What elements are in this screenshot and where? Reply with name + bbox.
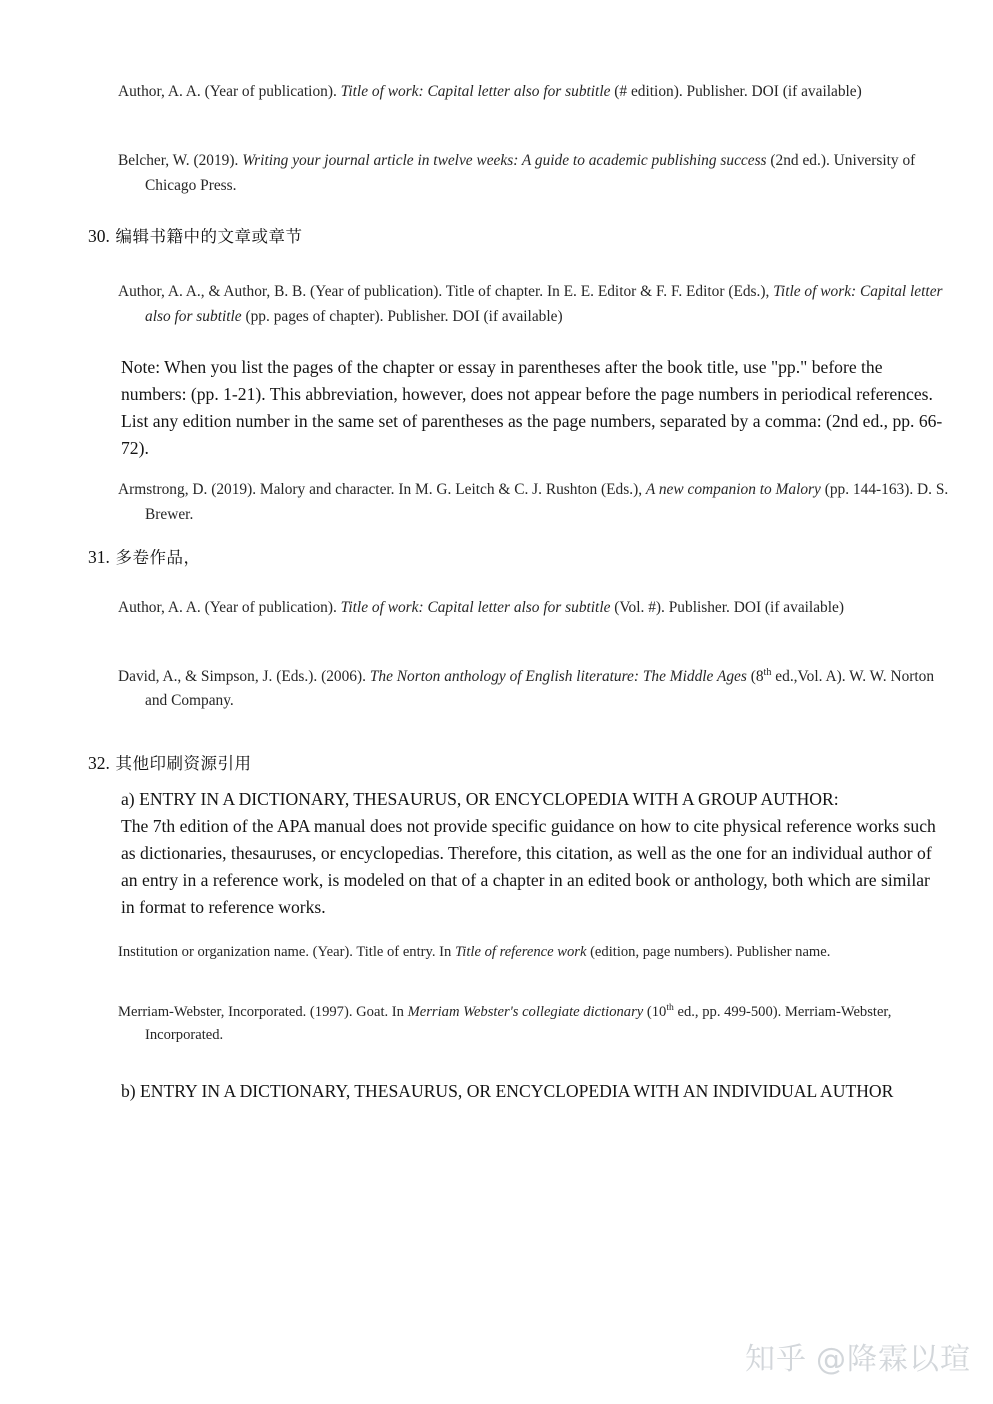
chapter-reference-example: Armstrong, D. (2019). Malory and character. In M. G. Leitch & C. J. Rushton (Eds.), A new companion to Malory (pp. 144-163). D. S. Brewer. <box>118 481 949 524</box>
spacer <box>0 714 993 750</box>
section-heading-30 <box>0 223 993 250</box>
section-number-31: 31. <box>88 547 110 568</box>
zhihu-username: @降霖以瑄 <box>816 1342 971 1377</box>
chapter-reference-template: Author, A. A., & Author, B. B. (Year of publication). Title of chapter. In E. E. Editor & F. F. Editor (Eds.), Title of work: Capital letter also for subtitle (pp. pages of chapter). Publisher. DOI (if available) <box>118 283 943 326</box>
zhihu-brand-label: 知乎 <box>745 1342 807 1377</box>
book-reference-template: Author, A. A. (Year of publication). Title of work: Capital letter also for subtitle (# edition). Publisher. DOI (if available) <box>118 83 862 100</box>
spacer <box>0 330 993 354</box>
chapter-pages-note: Note: When you list the pages of the chapter or essay in parentheses after the book title, use "pp." before the numbers: (pp. 1-21). This abbreviation, however, does not appear before the page numbers in periodical references. List any edition number in the same set of parentheses as the page numbers, separated by a comma: (2nd ed., pp. 66-72). <box>121 357 943 459</box>
section-heading-31 <box>0 544 993 571</box>
spacer <box>0 921 993 941</box>
multivolume-reference-template: Author, A. A. (Year of publication). Title of work: Capital letter also for subtitle (Vol. #). Publisher. DOI (if available) <box>118 598 844 616</box>
spacer <box>0 105 993 149</box>
spacer <box>0 250 993 280</box>
spacer <box>0 778 993 786</box>
entry-a-heading: a) ENTRY IN A DICTIONARY, THESAURUS, OR ENCYCLOPEDIA WITH A GROUP AUTHOR: <box>121 788 839 809</box>
entry-a-body: The 7th edition of the APA manual does not provide specific guidance on how to cite physical reference works such as dictionaries, thesauruses, or encyclopedias. Therefore, this citation, as well as the one for an individual author of an entry in a reference work, is modeled on that of a chapter in an edited book or anthology, both which are similar in format to reference works. <box>121 815 936 918</box>
section-number-32: 32. <box>88 753 110 774</box>
dictionary-reference-example: Merriam-Webster, Incorporated. (1997). Goat. In Merriam Webster's collegiate dictionary (10th ed., pp. 499-500). Merriam-Webster, Incorporated. <box>118 1001 892 1044</box>
section-number-30: 30. <box>88 225 110 246</box>
spacer <box>0 528 993 544</box>
dictionary-reference-template: Institution or organization name. (Year). Title of entry. In Title of reference work (edition, page numbers). Publisher name. <box>118 944 831 961</box>
section-heading-32 <box>0 750 993 777</box>
spacer <box>0 1048 993 1078</box>
multivolume-reference-example: David, A., & Simpson, J. (Eds.). (2006). The Norton anthology of English literature: The Middle Ages (8th ed.,Vol. A). W. W. Norton and Company. <box>118 666 935 710</box>
spacer <box>0 621 993 665</box>
document-content <box>0 80 993 1105</box>
book-reference-example: Belcher, W. (2019). Writing your journal article in twelve weeks: A guide to academic publishing success (2nd ed.). University of Chicago Press. <box>118 151 916 194</box>
spacer <box>0 462 993 478</box>
section-title-30: 编辑书籍中的文章或章节 <box>115 226 303 246</box>
section-title-32: 其他印刷资源引用 <box>115 754 252 774</box>
zhihu-watermark <box>745 1334 971 1378</box>
section-title-31: 多卷作品， <box>115 548 201 568</box>
entry-b-heading: b) ENTRY IN A DICTIONARY, THESAURUS, OR ENCYCLOPEDIA WITH AN INDIVIDUAL AUTHOR <box>121 1081 894 1102</box>
spacer <box>0 199 993 223</box>
spacer <box>0 965 993 1001</box>
spacer <box>0 572 993 596</box>
